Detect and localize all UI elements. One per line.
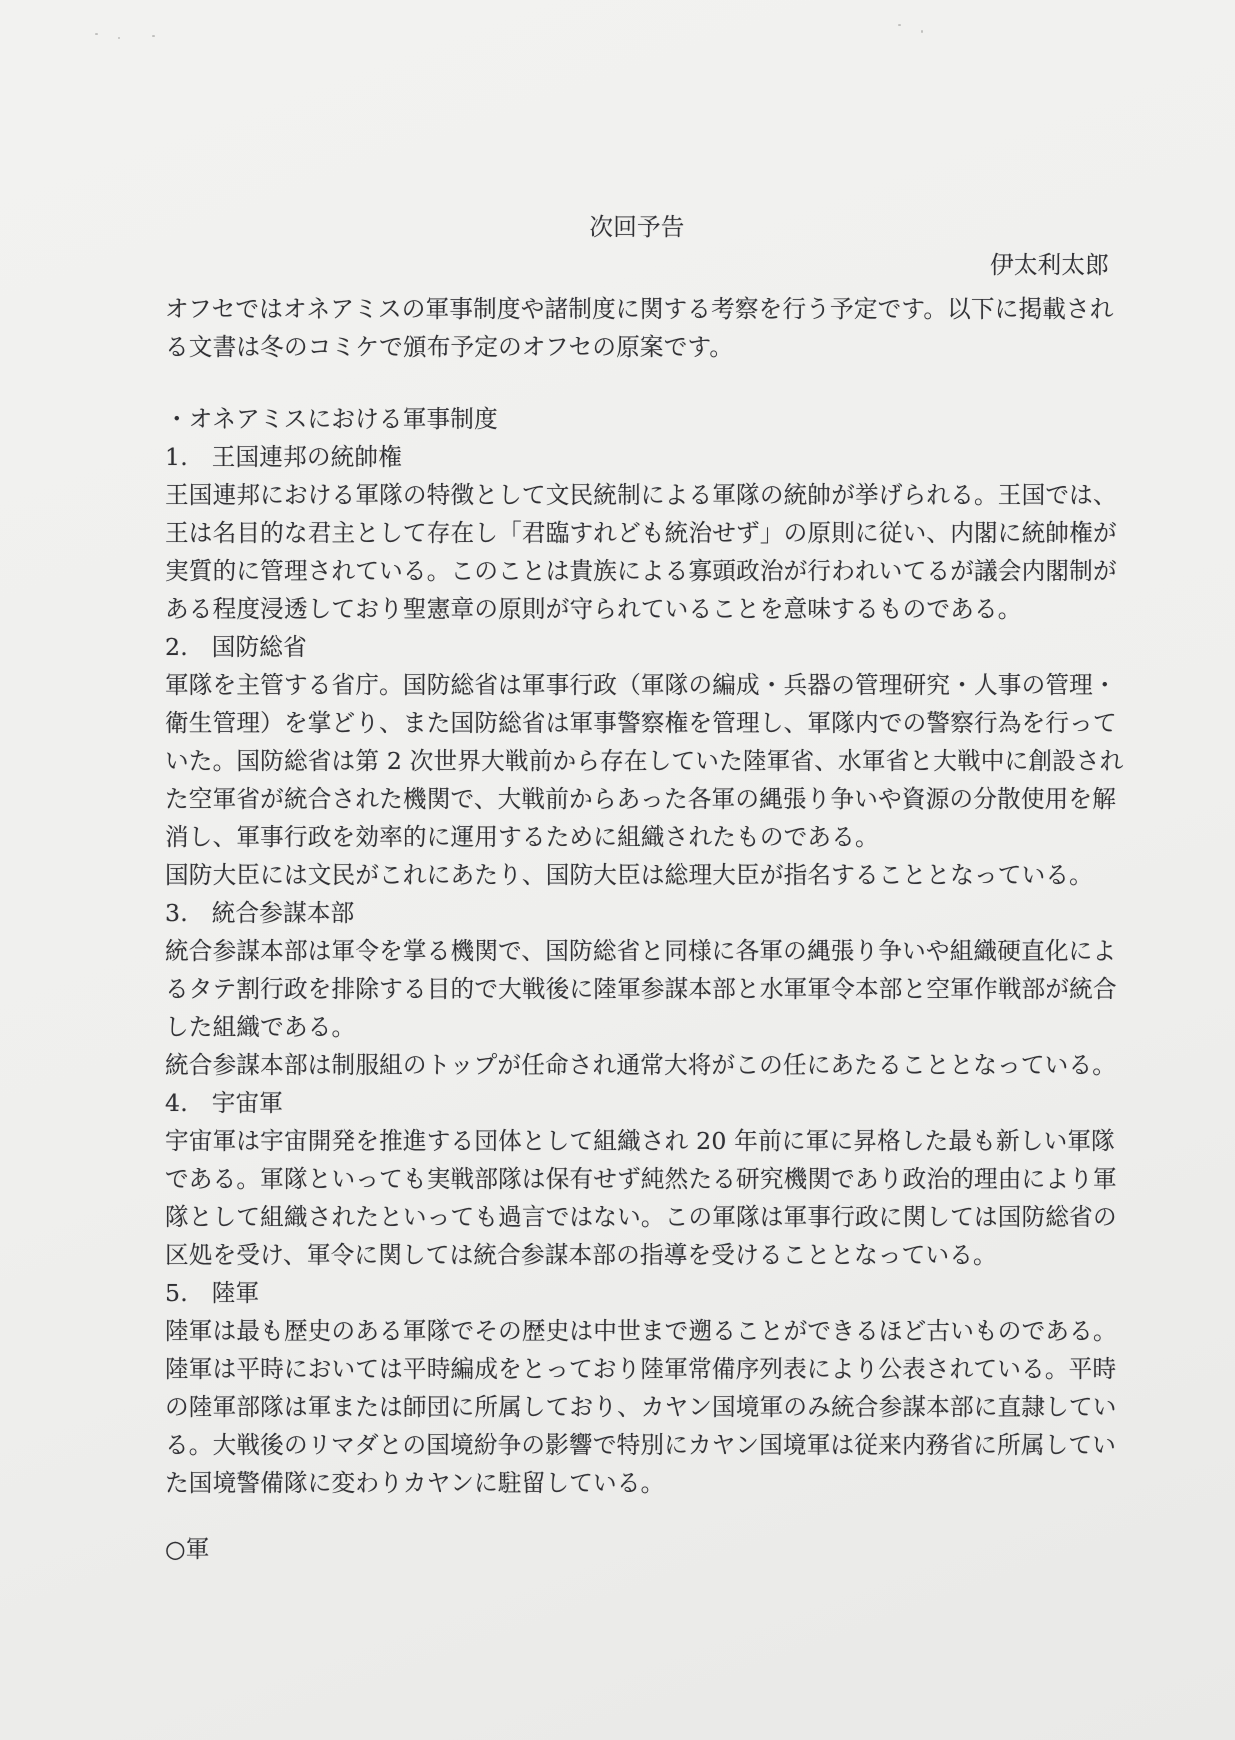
text-line: 国防大臣には文民がこれにあたり、国防大臣は総理大臣が指名することとなっている。 <box>165 861 1093 889</box>
text-line: ある程度浸透しており聖憲章の原則が守られていることを意味するものである。 <box>165 595 1022 623</box>
text-line: の陸軍部隊は軍または師団に所属しており、カヤン国境軍のみ統合参謀本部に直隷してい <box>165 1393 1117 1421</box>
scan-speck <box>152 35 155 37</box>
text-line: る。大戦後のリマダとの国境紛争の影響で特別にカヤン国境軍は従来内務省に所属してい <box>165 1431 1117 1459</box>
text-line: 宇宙軍は宇宙開発を推進する団体として組織され 20 年前に軍に昇格した最も新しい軍隊 <box>165 1127 1115 1155</box>
text-line: 区処を受け、軍令に関しては統合参謀本部の指導を受けることとなっている。 <box>165 1241 997 1269</box>
document-title: 次回予告 <box>589 213 685 241</box>
text-line: 王は名目的な君主として存在し「君臨すれども統治せず」の原則に従い、内閣に統帥権が <box>165 519 1117 547</box>
document-text-column <box>165 208 1124 1568</box>
section-heading-1: 1. 王国連邦の統帥権 <box>165 443 403 471</box>
text-line: オフセではオネアミスの軍事制度や諸制度に関する考察を行う予定です。以下に掲載され <box>165 295 1114 323</box>
text-line: るタテ割行政を排除する目的で大戦後に陸軍参謀本部と水軍軍令本部と空軍作戦部が統合 <box>165 975 1117 1003</box>
text-line: 統合参謀本部は制服組のトップが任命され通常大将がこの任にあたることとなっている。 <box>165 1051 1117 1079</box>
text-line: 軍隊を主管する省庁。国防総省は軍事行政（軍隊の編成・兵器の管理研究・人事の管理・ <box>165 671 1117 699</box>
author-name: 伊太利太郎 <box>990 251 1109 279</box>
section-heading-4: 4. 宇宙軍 <box>165 1089 284 1117</box>
text-line: 陸軍は平時においては平時編成をとっており陸軍常備序列表により公表されている。平時 <box>165 1355 1117 1383</box>
scan-speck <box>898 24 901 26</box>
text-line: 統合参謀本部は軍令を掌る機関で、国防総省と同様に各軍の縄張り争いや組織硬直化によ <box>165 937 1117 965</box>
text-line: である。軍隊といっても実戦部隊は保有せず純然たる研究機関であり政治的理由により軍 <box>165 1165 1117 1193</box>
text-line: 隊として組織されたといっても過言ではない。この軍隊は軍事行政に関しては国防総省の <box>165 1203 1117 1231</box>
text-line: 実質的に管理されている。このことは貴族による寡頭政治が行われいてるが議会内閣制が <box>165 557 1117 585</box>
text-line: 消し、軍事行政を効率的に運用するために組織されたものである。 <box>165 823 879 851</box>
section-heading-3: 3. 統合参謀本部 <box>165 899 355 927</box>
text-line: 陸軍は最も歴史のある軍隊でその歴史は中世まで遡ることができるほど古いものである。 <box>165 1317 1117 1345</box>
text-line: いた。国防総省は第 2 次世界大戦前から存在していた陸軍省、水軍省と大戦中に創設され <box>165 747 1124 775</box>
text-line: 衛生管理）を掌どり、また国防総省は軍事警察権を管理し、軍隊内での警察行為を行って <box>165 709 1117 737</box>
footer-section-marker: ○軍 <box>165 1535 210 1563</box>
scan-speck <box>921 30 923 33</box>
section-heading-2: 2. 国防総省 <box>165 633 307 661</box>
section-heading-5: 5. 陸軍 <box>165 1279 260 1307</box>
scan-speck <box>118 37 120 39</box>
text-line: 王国連邦における軍隊の特徴として文民統制による軍隊の統帥が挙げられる。王国では、 <box>165 481 1117 509</box>
text-line: た空軍省が統合された機関で、大戦前からあった各軍の縄張り争いや資源の分散使用を解 <box>165 785 1117 813</box>
text-line: た国境警備隊に変わりカヤンに駐留している。 <box>165 1469 665 1497</box>
text-line: る文書は冬のコミケで頒布予定のオフセの原案です。 <box>165 333 734 361</box>
scan-speck <box>95 33 98 35</box>
text-line: した組織である。 <box>165 1013 356 1041</box>
section-heading-military-system: ・オネアミスにおける軍事制度 <box>165 405 498 433</box>
